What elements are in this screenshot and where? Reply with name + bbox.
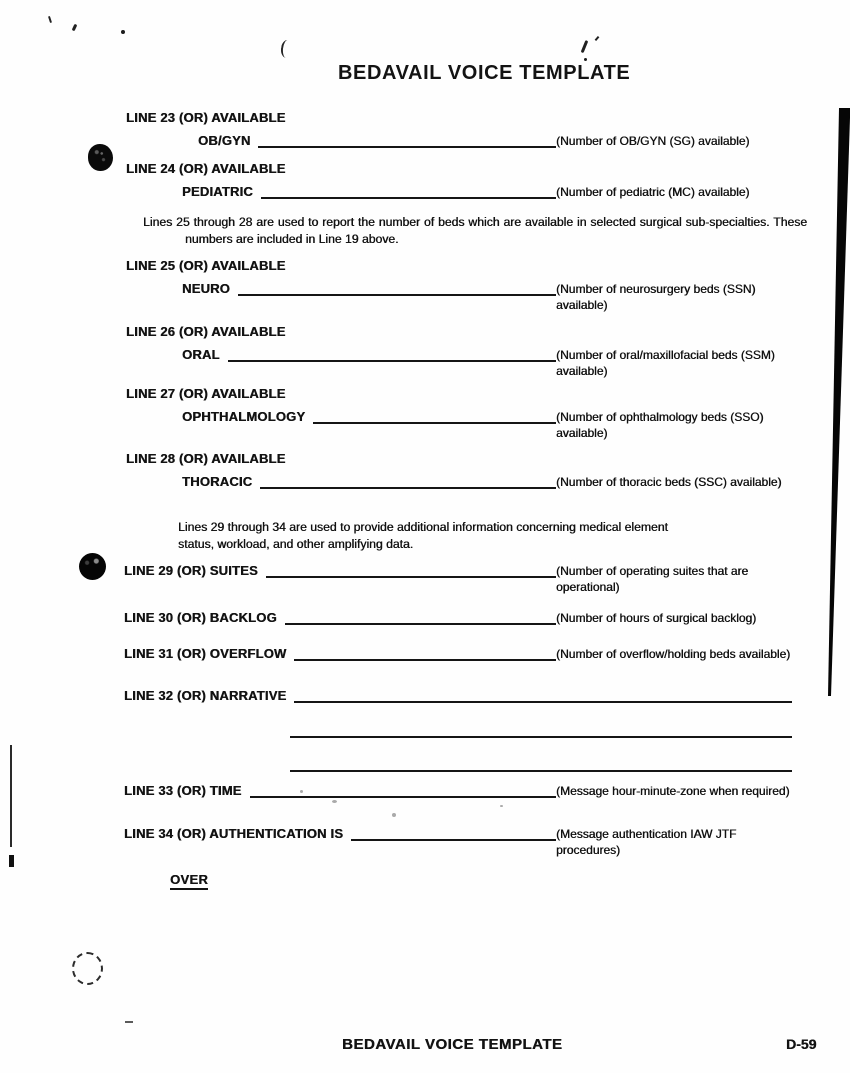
line-32-field <box>124 686 792 703</box>
line-25-field <box>182 279 556 296</box>
line-25-label: LINE 25 (OR) AVAILABLE <box>126 258 286 273</box>
page-title: BEDAVAIL VOICE TEMPLATE <box>338 62 631 84</box>
line-31-blank-underline <box>294 644 556 661</box>
scan-artifact-slash <box>581 40 588 53</box>
footer-title: BEDAVAIL VOICE TEMPLATE <box>342 1036 563 1053</box>
instruction-paragraph: Lines 29 through 34 are used to provide additional information concerning medical element status, workload, and other amplifying data. <box>178 520 668 551</box>
line-24-label: LINE 24 (OR) AVAILABLE <box>126 161 286 176</box>
line-27-description: (Number of ophthalmology beds (SSO) available) <box>556 410 764 440</box>
line-25-blank-underline <box>238 279 556 296</box>
line-34-field <box>124 824 556 841</box>
line-30-label: LINE 30 (OR) BACKLOG <box>124 610 277 625</box>
line-33-label: LINE 33 (OR) TIME <box>124 783 242 798</box>
hole-punch-mark <box>79 553 106 580</box>
line-29-description: (Number of operating suites that are operational) <box>556 564 749 594</box>
narrative-rule-line <box>290 736 792 738</box>
line-23-description: (Number of OB/GYN (SG) available) <box>556 134 750 148</box>
scan-edge-mark <box>9 855 14 867</box>
line-26-blank-underline <box>228 345 556 362</box>
line-24-sublabel: PEDIATRIC <box>182 184 253 199</box>
scan-artifact-dot <box>584 58 587 61</box>
line-30-blank-underline <box>285 608 556 625</box>
over-label: OVER <box>170 872 208 890</box>
line-26-field <box>182 345 556 362</box>
narrative-rule-line <box>290 770 792 772</box>
line-27-sublabel: OPHTHALMOLOGY <box>182 409 306 424</box>
scan-edge-line <box>10 745 12 847</box>
scan-smudge <box>332 800 337 803</box>
line-31-field <box>124 644 556 661</box>
line-29-field <box>124 561 556 578</box>
line-23-sublabel: OB/GYN <box>198 133 251 148</box>
line-34-label: LINE 34 (OR) AUTHENTICATION IS <box>124 826 344 841</box>
line-29-blank-underline <box>266 561 556 578</box>
scan-artifact-tick <box>48 16 52 23</box>
line-30-description: (Number of hours of surgical backlog) <box>556 611 757 625</box>
scan-smudge <box>392 813 396 817</box>
line-29-label: LINE 29 (OR) SUITES <box>124 563 258 578</box>
line-28-sublabel: THORACIC <box>182 474 253 489</box>
line-32-blank-underline <box>294 686 792 703</box>
line-31-label: LINE 31 (OR) OVERFLOW <box>124 646 287 661</box>
instruction-paragraph: Lines 25 through 28 are used to report the number of beds which are available in selected surgical sub-specialties. These numbers are included in Line 19 above. <box>143 215 807 246</box>
line-23-field <box>198 131 556 148</box>
scan-artifact-dot <box>121 30 125 34</box>
line-33-blank-underline <box>250 781 556 798</box>
line-30-field <box>124 608 556 625</box>
line-28-label: LINE 28 (OR) AVAILABLE <box>126 451 286 466</box>
line-27-field <box>182 407 556 424</box>
hole-punch-outline <box>72 952 103 985</box>
line-26-description: (Number of oral/maxillofacial beds (SSM) available) <box>556 348 775 378</box>
line-28-description: (Number of thoracic beds (SSC) available) <box>556 475 782 489</box>
scan-artifact-dash <box>125 1021 133 1023</box>
line-28-field <box>182 472 556 489</box>
line-24-description: (Number of pediatric (MC) available) <box>556 185 750 199</box>
scan-artifact-tick <box>595 36 600 41</box>
line-31-description: (Number of overflow/holding beds available) <box>556 647 791 661</box>
line-34-description: (Message authentication IAW JTF procedures) <box>556 827 737 857</box>
line-26-label: LINE 26 (OR) AVAILABLE <box>126 324 286 339</box>
line-28-blank-underline <box>260 472 556 489</box>
scan-edge-shadow <box>826 108 850 696</box>
line-26-sublabel: ORAL <box>182 347 220 362</box>
scan-smudge <box>500 805 503 807</box>
hole-punch-mark <box>88 144 113 171</box>
line-23-blank-underline <box>258 131 556 148</box>
line-25-description: (Number of neurosurgery beds (SSN) available) <box>556 282 756 312</box>
line-33-description: (Message hour-minute-zone when required) <box>556 784 790 798</box>
line-24-field <box>182 182 556 199</box>
line-24-blank-underline <box>261 182 556 199</box>
line-33-field <box>124 781 556 798</box>
line-27-label: LINE 27 (OR) AVAILABLE <box>126 386 286 401</box>
line-25-sublabel: NEURO <box>182 281 230 296</box>
line-34-blank-underline <box>351 824 556 841</box>
page-number: D-59 <box>786 1036 817 1052</box>
line-32-label: LINE 32 (OR) NARRATIVE <box>124 688 287 703</box>
scan-artifact-tick <box>72 24 78 32</box>
line-23-label: LINE 23 (OR) AVAILABLE <box>126 110 286 125</box>
line-27-blank-underline <box>313 407 556 424</box>
scan-artifact-paren <box>280 39 295 58</box>
